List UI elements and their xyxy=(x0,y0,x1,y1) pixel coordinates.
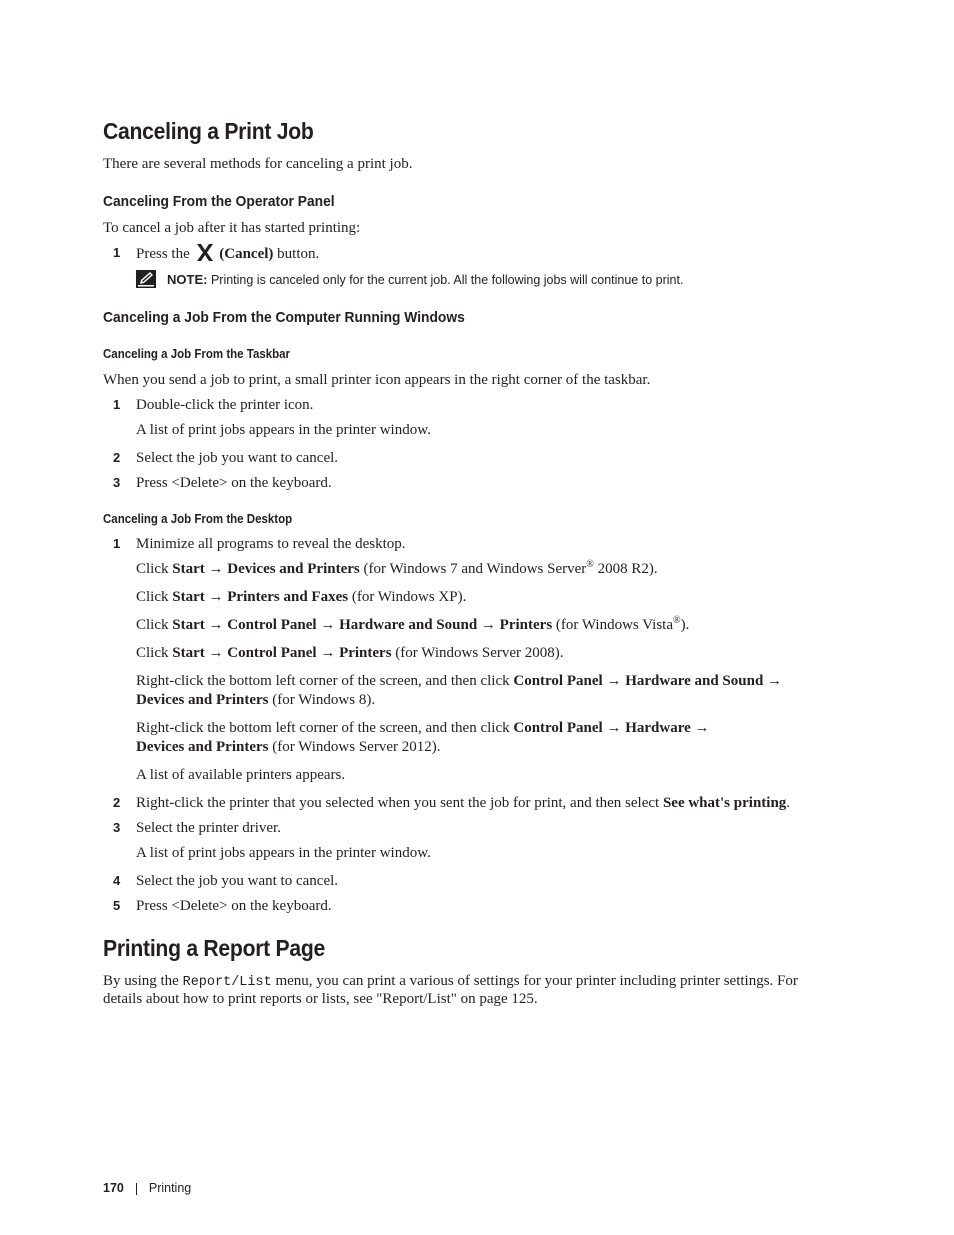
heading-operator-panel: Canceling From the Operator Panel xyxy=(103,193,335,210)
desktop-instruction-winxp: Click Start → Printers and Faxes (for Windows XP). xyxy=(136,589,467,605)
desktop-instruction-ws2008: Click Start → Control Panel → Printers (for Windows Server 2008). xyxy=(136,645,564,661)
report-list-menu-code: Report/List xyxy=(182,975,272,990)
section-title-report: Printing a Report Page xyxy=(103,935,326,961)
note-pencil-icon xyxy=(136,270,156,293)
cancel-x-icon xyxy=(196,244,214,267)
taskbar-step-2: 2 Select the job you want to cancel. xyxy=(113,450,339,466)
note-label: NOTE: xyxy=(167,272,208,287)
desktop-step-5: 5 Press <Delete> on the keyboard. xyxy=(113,898,332,914)
step-number: 1 xyxy=(113,245,121,260)
taskbar-step-1: 1 Double-click the printer icon. xyxy=(113,397,314,413)
section-title-canceling: Canceling a Print Job xyxy=(103,118,314,144)
report-paragraph-line-2: details about how to print reports or lists, see "Report/List" on page 125. xyxy=(103,991,538,1007)
step-text: Press the (Cancel) button. xyxy=(136,244,319,267)
taskbar-step-3: 3 Press <Delete> on the keyboard. xyxy=(113,475,332,491)
desktop-step-2: 2 Right-click the printer that you selected when you sent the job for print, and then select See what's printing. xyxy=(113,795,791,811)
taskbar-step-1-result: A list of print jobs appears in the printer window. xyxy=(136,422,431,438)
page-number: 170 xyxy=(103,1181,124,1195)
desktop-instruction-win8: Right-click the bottom left corner of the screen, and then click Control Panel → Hardware and Sound → Devices and Printers (for Windows 8). xyxy=(136,673,783,708)
footer-divider xyxy=(136,1183,137,1195)
desktop-instruction-vista: Click Start → Control Panel → Hardware and Sound → Printers (for Windows Vista®). xyxy=(136,615,690,633)
operator-panel-intro: To cancel a job after it has started printing: xyxy=(103,220,361,236)
section-intro: There are several methods for canceling a print job. xyxy=(103,156,413,172)
report-paragraph-line-1: By using the Report/List menu, you can print a various of settings for your printer including printer settings. For xyxy=(103,973,798,990)
footer xyxy=(103,1181,191,1195)
desktop-step-3: 3 Select the printer driver. xyxy=(113,820,281,836)
heading-desktop: Canceling a Job From the Desktop xyxy=(103,512,293,526)
desktop-step-4: 4 Select the job you want to cancel. xyxy=(113,873,339,889)
operator-step-1 xyxy=(103,244,803,264)
heading-taskbar: Canceling a Job From the Taskbar xyxy=(103,347,291,361)
footer-section: Printing xyxy=(148,1181,192,1195)
note-text: Printing is canceled only for the current job. All the following jobs will continue to print. xyxy=(210,273,684,287)
desktop-list-appears: A list of available printers appears. xyxy=(136,767,346,783)
taskbar-intro: When you send a job to print, a small printer icon appears in the right corner of the taskbar. xyxy=(103,372,651,388)
desktop-step-1: 1 Minimize all programs to reveal the desktop. xyxy=(113,536,406,552)
heading-computer-windows: Canceling a Job From the Computer Running Windows xyxy=(103,309,465,326)
desktop-step-3-result: A list of print jobs appears in the printer window. xyxy=(136,845,431,861)
desktop-instruction-win7: Click Start → Devices and Printers (for Windows 7 and Windows Server® 2008 R2). xyxy=(136,559,658,577)
desktop-instruction-ws2012: Right-click the bottom left corner of the screen, and then click Control Panel → Hardware → Devices and Printers (for Windows Server 2012). xyxy=(136,720,710,755)
